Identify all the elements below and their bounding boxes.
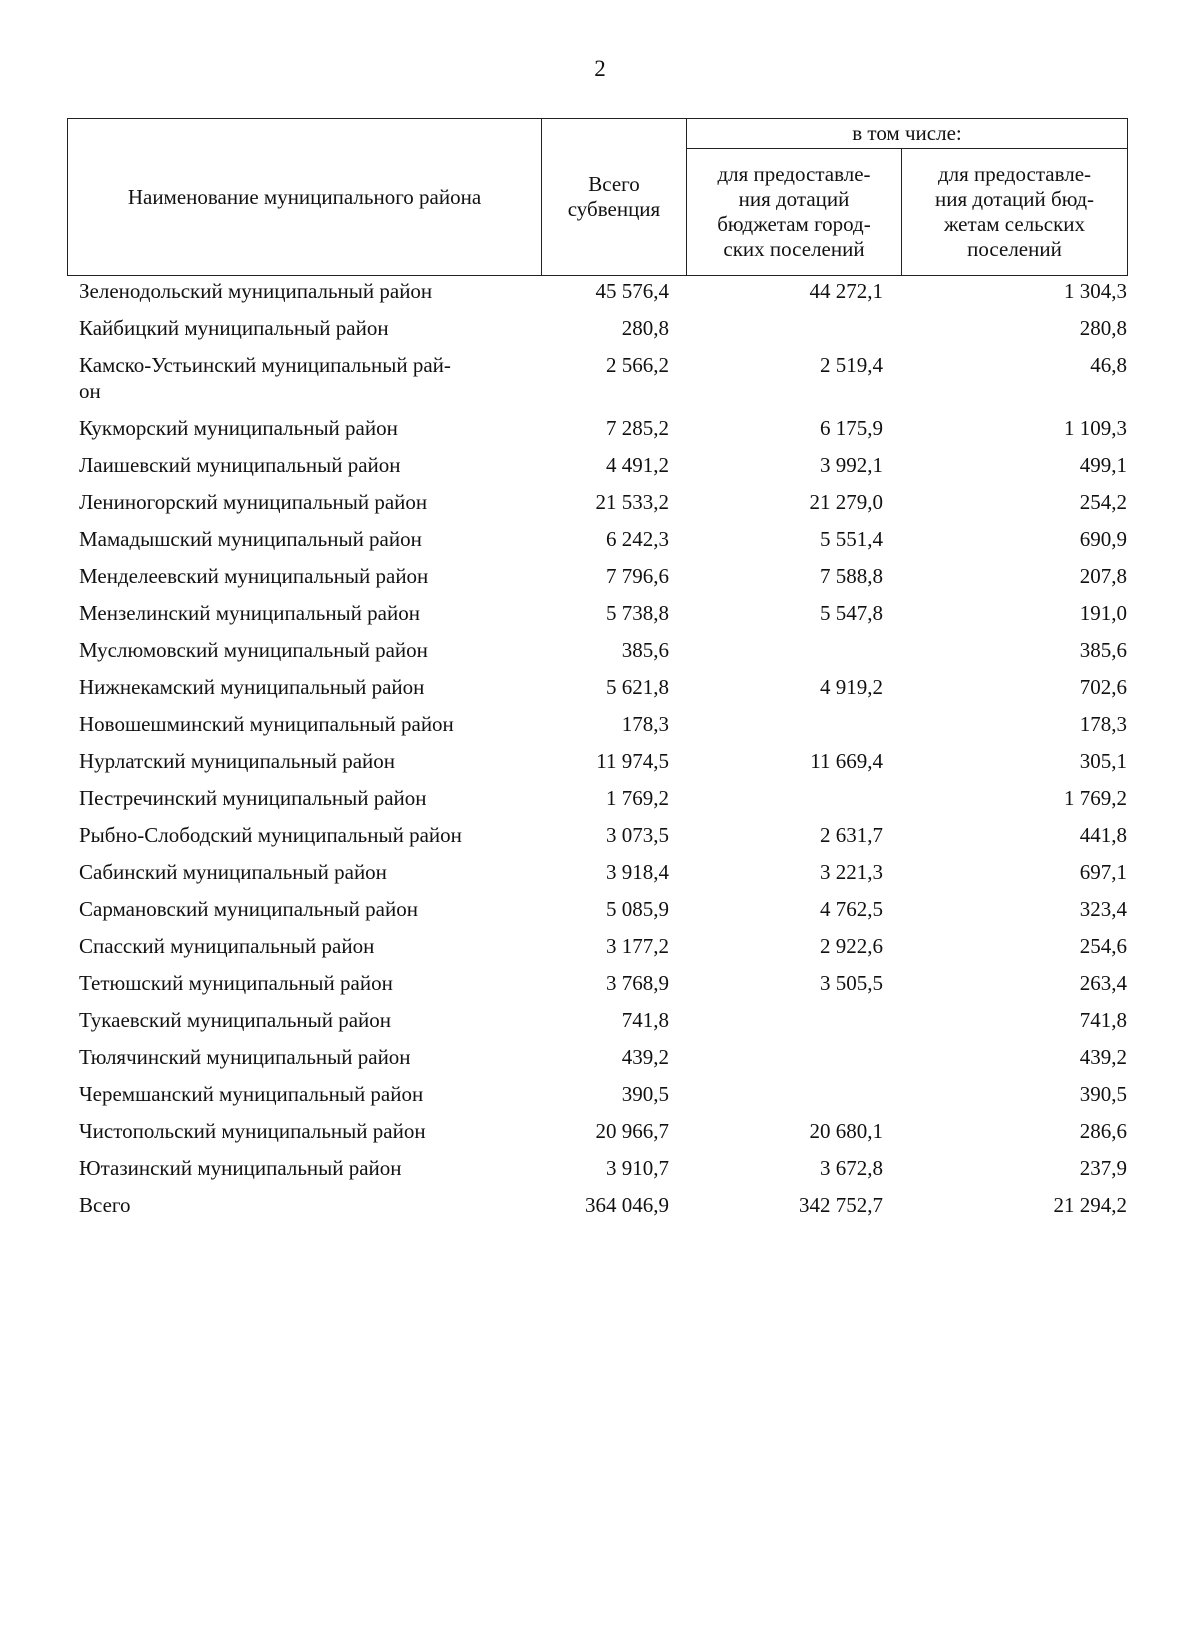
row-urban: 2 922,6 [820, 934, 883, 958]
row-total: 7 796,6 [606, 564, 669, 588]
table-row [67, 1081, 1127, 1118]
row-total: 385,6 [621, 638, 669, 662]
row-rural: 439,2 [1079, 1045, 1127, 1069]
row-urban: 20 680,1 [809, 1119, 883, 1143]
row-rural: 1 304,3 [1064, 279, 1127, 303]
row-total: 280,8 [621, 316, 669, 340]
row-urban: 4 919,2 [820, 675, 883, 699]
table-row [67, 1155, 1127, 1192]
row-total: 3 177,2 [606, 934, 669, 958]
header-urban-column [687, 149, 902, 276]
table-row [67, 970, 1127, 1007]
row-total: 5 621,8 [606, 675, 669, 699]
row-rural: 178,3 [1079, 712, 1127, 736]
row-total: 6 242,3 [606, 527, 669, 551]
row-total: 390,5 [621, 1082, 669, 1106]
table-row [67, 1044, 1127, 1081]
row-urban: 4 762,5 [820, 897, 883, 921]
table-row [67, 637, 1127, 674]
row-name: Лаишевский муниципальный район [79, 453, 401, 477]
row-urban [669, 637, 883, 674]
header-rural-column [902, 149, 1128, 276]
table-row [67, 352, 1127, 415]
table-row [67, 1007, 1127, 1044]
row-rural: 191,0 [1079, 601, 1127, 625]
table-row [67, 415, 1127, 452]
header-rural-text: для предоставле- ния дотаций бюд- жетам сельских поселений [935, 162, 1094, 261]
table-body [67, 278, 1127, 1229]
table-row [67, 489, 1127, 526]
row-urban: 5 551,4 [820, 527, 883, 551]
row-name: Сармановский муниципальный район [79, 897, 418, 921]
row-total: 178,3 [621, 712, 669, 736]
row-urban: 3 221,3 [820, 860, 883, 884]
row-name: Всего [79, 1193, 131, 1217]
row-rural: 46,8 [1090, 353, 1127, 377]
row-rural: 741,8 [1079, 1008, 1127, 1032]
row-name: Пестречинский муниципальный район [79, 786, 427, 810]
row-total: 364 046,9 [585, 1193, 669, 1217]
row-urban: 3 992,1 [820, 453, 883, 477]
row-name: Нурлатский муниципальный район [79, 749, 396, 773]
row-total: 439,2 [621, 1045, 669, 1069]
row-rural: 441,8 [1079, 823, 1127, 847]
row-total: 2 566,2 [606, 353, 669, 377]
row-urban: 5 547,8 [820, 601, 883, 625]
row-urban: 342 752,7 [799, 1193, 883, 1217]
row-rural: 1 109,3 [1064, 416, 1127, 440]
row-total: 21 533,2 [595, 490, 669, 514]
row-rural: 263,4 [1079, 971, 1127, 995]
row-urban: 3 505,5 [820, 971, 883, 995]
row-name: Тетюшский муниципальный район [79, 971, 393, 995]
row-total: 5 738,8 [606, 601, 669, 625]
row-rural: 702,6 [1079, 675, 1127, 699]
row-urban: 2 631,7 [820, 823, 883, 847]
row-urban: 21 279,0 [809, 490, 883, 514]
row-total: 11 974,5 [596, 749, 669, 773]
row-total: 3 073,5 [606, 823, 669, 847]
header-total-text: Всего субвенция [567, 172, 661, 221]
row-rural: 1 769,2 [1064, 786, 1127, 810]
row-urban [669, 1081, 883, 1118]
row-name: Кукморский муниципальный район [79, 416, 398, 440]
table-row [67, 748, 1127, 785]
row-rural: 286,6 [1079, 1119, 1127, 1143]
row-rural: 305,1 [1079, 749, 1127, 773]
table-rows [67, 278, 1127, 1229]
table-row [67, 1118, 1127, 1155]
row-urban [669, 315, 883, 352]
row-urban [669, 785, 883, 822]
table-row [67, 859, 1127, 896]
row-urban [669, 1007, 883, 1044]
row-total: 7 285,2 [606, 416, 669, 440]
row-name: Спасский муниципальный район [79, 934, 375, 958]
header-total-column [542, 119, 687, 276]
row-rural: 697,1 [1079, 860, 1127, 884]
row-rural: 237,9 [1079, 1156, 1127, 1180]
row-name: Кайбицкий муниципальный район [79, 316, 389, 340]
row-urban [669, 1044, 883, 1081]
header-name-column: Наименование муниципального района [68, 119, 542, 276]
table-row [67, 933, 1127, 970]
table-row [67, 822, 1127, 859]
row-rural: 690,9 [1079, 527, 1127, 551]
row-total: 1 769,2 [606, 786, 669, 810]
row-name: Камско-Устьинский муниципальный рай- он [79, 353, 451, 403]
row-name: Тукаевский муниципальный район [79, 1008, 392, 1032]
row-total: 4 491,2 [606, 453, 669, 477]
table-header [67, 118, 1128, 276]
row-name: Тюлячинский муниципальный район [79, 1045, 411, 1069]
row-name: Черемшанский муниципальный район [79, 1082, 424, 1106]
header-urban-text: для предоставле- ния дотаций бюджетам город- ских поселений [717, 162, 871, 261]
table-row [67, 563, 1127, 600]
page-number: 2 [594, 56, 606, 81]
row-name: Рыбно-Слободский муниципальный район [79, 823, 462, 847]
table-row [67, 896, 1127, 933]
row-name: Мамадышский муниципальный район [79, 527, 422, 551]
row-rural: 254,6 [1079, 934, 1127, 958]
table-row [67, 1192, 1127, 1229]
row-rural: 280,8 [1079, 316, 1127, 340]
row-urban: 6 175,9 [820, 416, 883, 440]
table-row [67, 785, 1127, 822]
row-rural: 390,5 [1079, 1082, 1127, 1106]
row-name: Менделеевский муниципальный район [79, 564, 429, 588]
row-name: Чистопольский муниципальный район [79, 1119, 426, 1143]
row-total: 20 966,7 [595, 1119, 669, 1143]
row-rural: 254,2 [1079, 490, 1127, 514]
row-urban [669, 711, 883, 748]
row-name: Нижнекамский муниципальный район [79, 675, 425, 699]
row-name: Сабинский муниципальный район [79, 860, 387, 884]
row-urban: 7 588,8 [820, 564, 883, 588]
row-total: 3 918,4 [606, 860, 669, 884]
table-row [67, 526, 1127, 563]
table-row [67, 315, 1127, 352]
row-name: Новошешминский муниципальный район [79, 712, 454, 736]
row-name: Лениногорский муниципальный район [79, 490, 428, 514]
row-rural: 385,6 [1079, 638, 1127, 662]
table-row [67, 600, 1127, 637]
row-total: 3 768,9 [606, 971, 669, 995]
row-total: 3 910,7 [606, 1156, 669, 1180]
row-name: Зеленодольский муниципальный район [79, 279, 433, 303]
table-row [67, 452, 1127, 489]
row-urban: 2 519,4 [820, 353, 883, 377]
row-total: 5 085,9 [606, 897, 669, 921]
row-name: Ютазинский муниципальный район [79, 1156, 402, 1180]
row-total: 45 576,4 [595, 279, 669, 303]
row-rural: 499,1 [1079, 453, 1127, 477]
row-urban: 3 672,8 [820, 1156, 883, 1180]
table-row [67, 711, 1127, 748]
row-rural: 207,8 [1079, 564, 1127, 588]
row-urban: 11 669,4 [810, 749, 883, 773]
table-row [67, 278, 1127, 315]
table-row [67, 674, 1127, 711]
header-including: в том числе: [687, 119, 1128, 149]
row-rural: 323,4 [1079, 897, 1127, 921]
row-name: Муслюмовский муниципальный район [79, 638, 428, 662]
row-rural: 21 294,2 [1053, 1193, 1127, 1217]
row-urban: 44 272,1 [809, 279, 883, 303]
row-total: 741,8 [621, 1008, 669, 1032]
row-name: Мензелинский муниципальный район [79, 601, 420, 625]
